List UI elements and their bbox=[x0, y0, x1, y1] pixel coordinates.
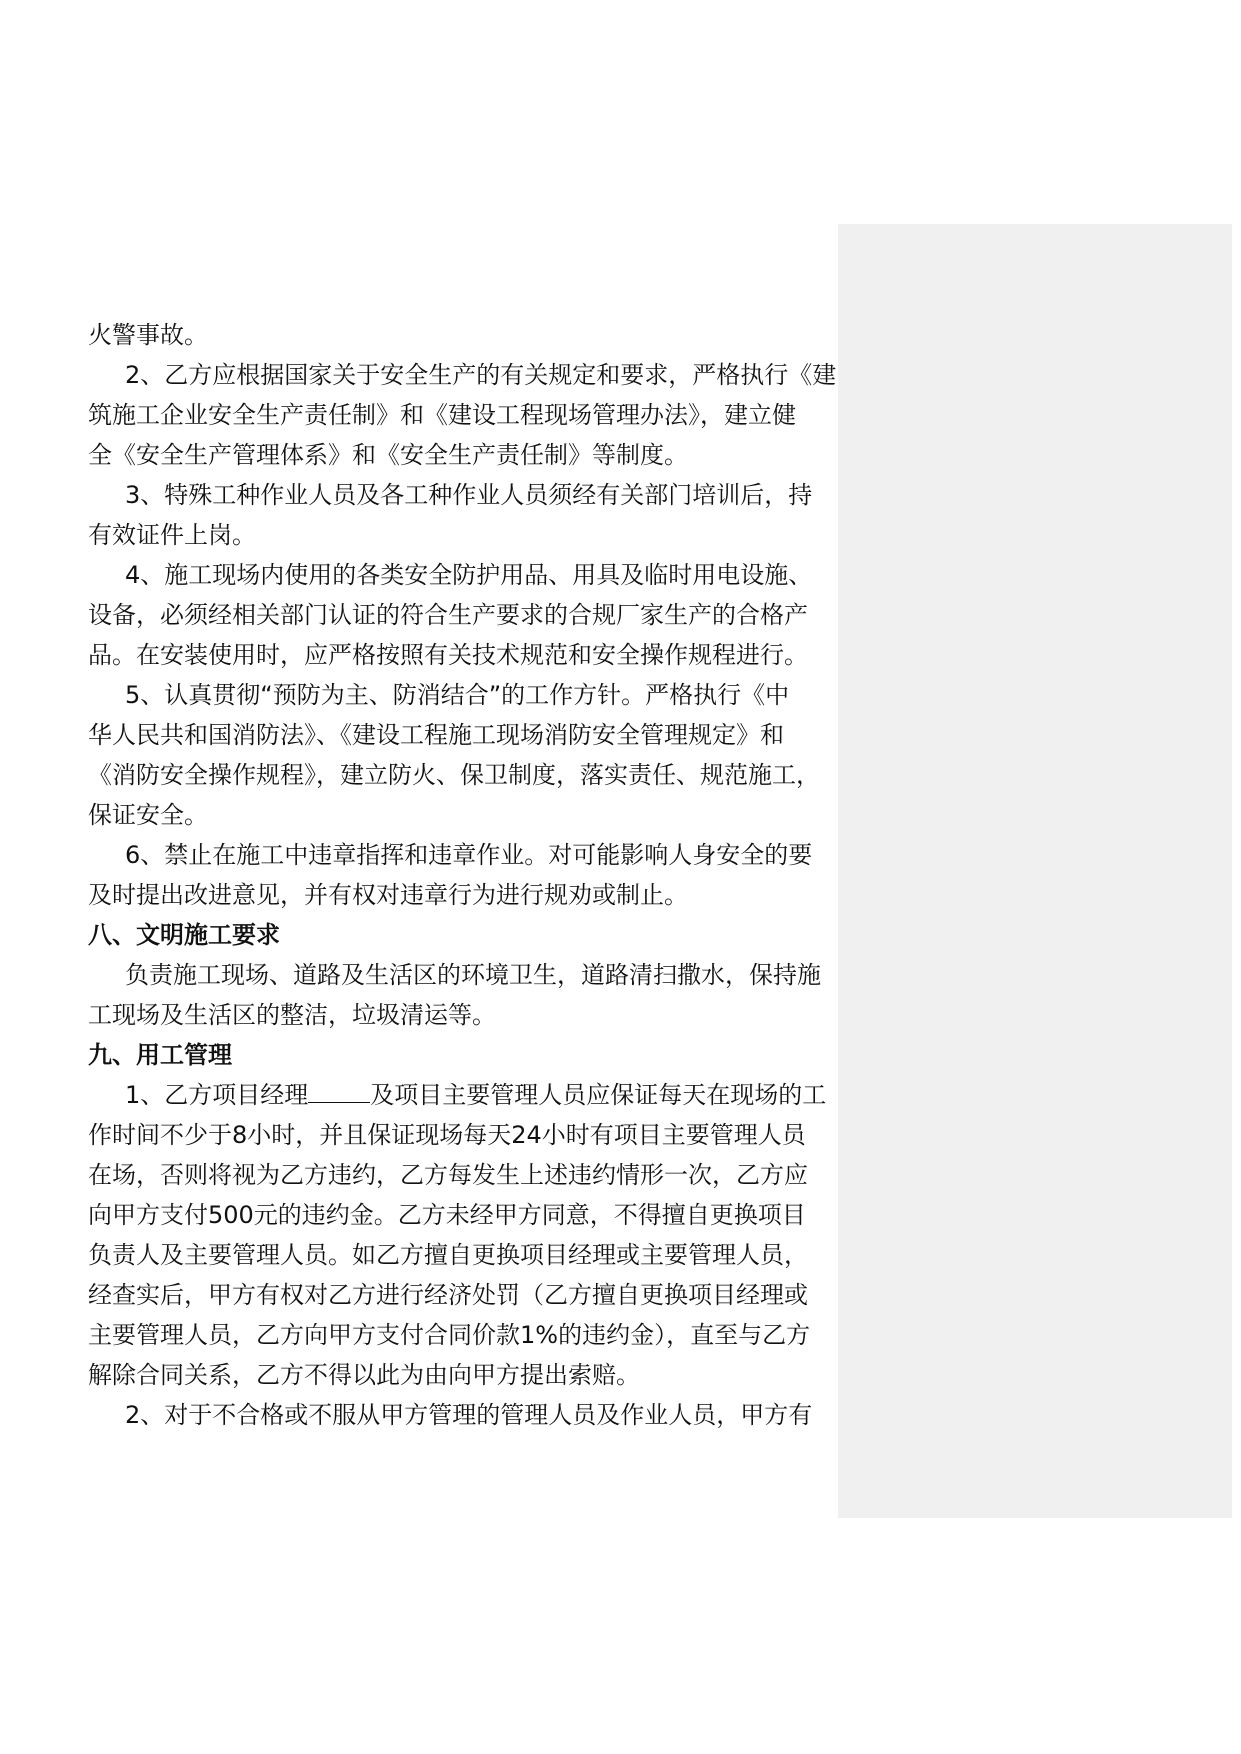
paragraph-6-line: 6、禁止在施工中违章指挥和违章作业。对可能影响人身安全的要 bbox=[125, 841, 813, 869]
body-line: 火警事故。 bbox=[88, 321, 208, 349]
body-line: 在场，否则将视为乙方违约，乙方每发生上述违约情形一次，乙方应 bbox=[88, 1161, 808, 1189]
body-line: 华人民共和国消防法》、《建设工程施工现场消防安全管理规定》和 bbox=[88, 721, 784, 749]
body-line: 品。在安装使用时，应严格按照有关技术规范和安全操作规程进行。 bbox=[88, 641, 808, 669]
body-line: 及时提出改进意见，并有权对违章行为进行规劝或制止。 bbox=[88, 881, 688, 909]
body-line: 主要管理人员，乙方向甲方支付合同价款1%的违约金），直至与乙方 bbox=[88, 1321, 811, 1349]
body-line: 工现场及生活区的整洁，垃圾清运等。 bbox=[88, 1001, 496, 1029]
document-body bbox=[88, 315, 838, 1435]
body-line: 全《安全生产管理体系》和《安全生产责任制》等制度。 bbox=[88, 441, 688, 469]
section-heading-8: 八、文明施工要求 bbox=[88, 921, 280, 949]
line-part: 1、乙方项目经理 bbox=[125, 1081, 309, 1109]
section-8-paragraph-line: 负责施工现场、道路及生活区的环境卫生，道路清扫撒水，保持施 bbox=[125, 961, 821, 989]
paragraph-5-line: 5、认真贯彻“预防为主、防消结合”的工作方针。严格执行《中 bbox=[125, 681, 790, 709]
body-line: 解除合同关系，乙方不得以此为由向甲方提出索赔。 bbox=[88, 1361, 640, 1389]
body-line: 经查实后，甲方有权对乙方进行经济处罚（乙方擅自更换项目经理或 bbox=[88, 1281, 808, 1309]
body-line: 向甲方支付500元的违约金。乙方未经甲方同意，不得擅自更换项目 bbox=[88, 1201, 806, 1229]
body-line: 负责人及主要管理人员。如乙方擅自更换项目经理或主要管理人员， bbox=[88, 1241, 808, 1269]
body-line: 筑施工企业安全生产责任制》和《建设工程现场管理办法》，建立健 bbox=[88, 401, 796, 429]
paragraph-2-line: 2、乙方应根据国家关于安全生产的有关规定和要求，严格执行《建 bbox=[125, 361, 837, 389]
section-heading-9: 九、用工管理 bbox=[88, 1041, 232, 1069]
body-line: 《消防安全操作规程》，建立防火、保卫制度，落实责任、规范施工， bbox=[88, 761, 820, 789]
comment-pane bbox=[838, 224, 1232, 1518]
paragraph-3-line: 3、特殊工种作业人员及各工种作业人员须经有关部门培训后，持 bbox=[125, 481, 813, 509]
paragraph-9-2-line: 2、对于不合格或不服从甲方管理的管理人员及作业人员，甲方有 bbox=[125, 1401, 813, 1429]
paragraph-4-line: 4、施工现场内使用的各类安全防护用品、用具及临时用电设施、 bbox=[125, 561, 813, 589]
body-line: 作时间不少于8小时，并且保证现场每天24小时有项目主要管理人员 bbox=[88, 1121, 806, 1149]
paragraph-9-1-line bbox=[88, 1075, 838, 1115]
body-line: 设备，必须经相关部门认证的符合生产要求的合规厂家生产的合格产 bbox=[88, 601, 808, 629]
fill-in-blank bbox=[308, 1076, 370, 1103]
line-part: 及项目主要管理人员应保证每天在现场的工 bbox=[370, 1081, 827, 1109]
body-line: 保证安全。 bbox=[88, 801, 208, 829]
body-line: 有效证件上岗。 bbox=[88, 521, 256, 549]
